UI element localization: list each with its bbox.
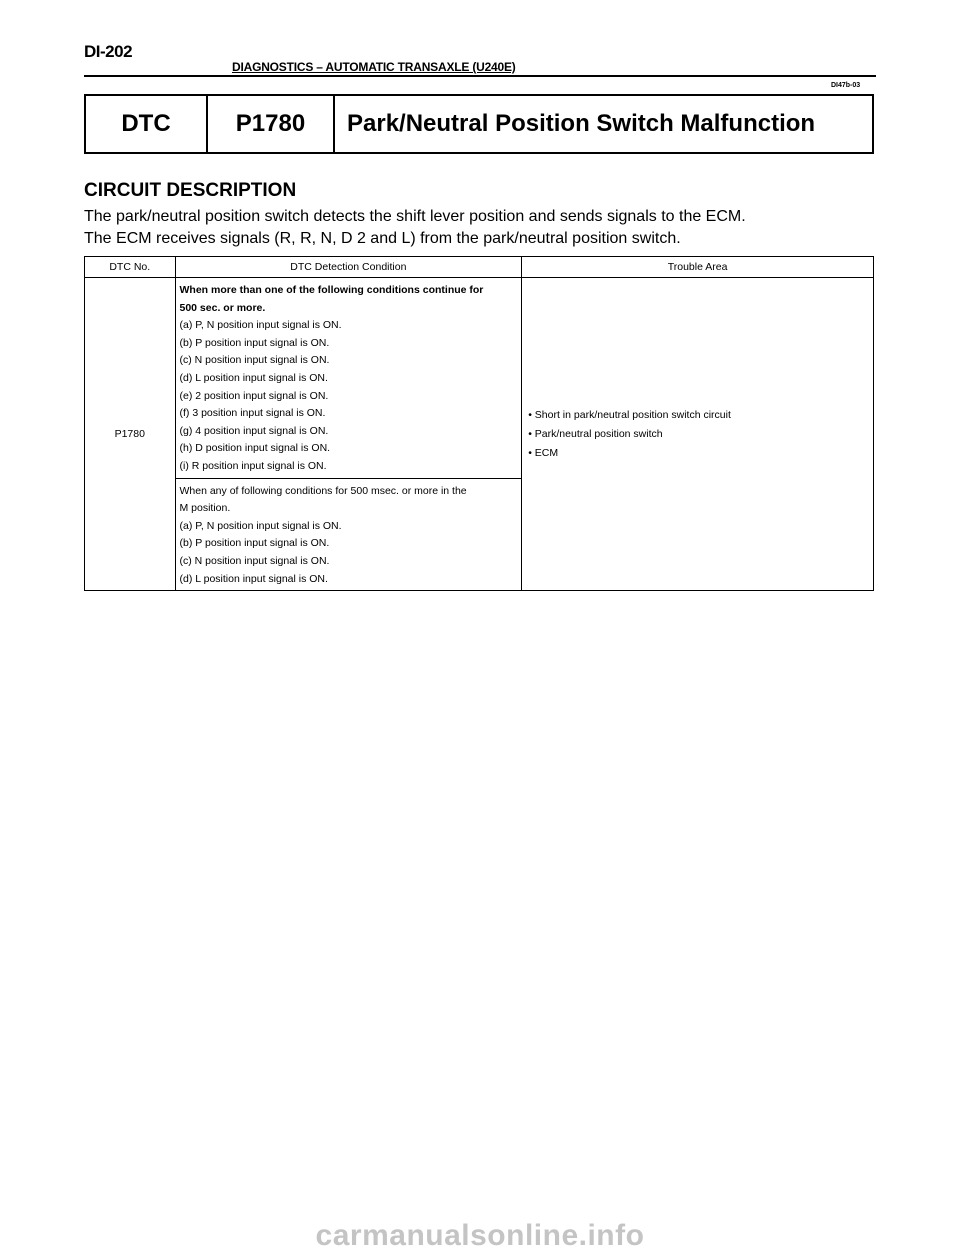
document-code: DI47b-03 bbox=[831, 82, 861, 89]
dtc-code: P1780 bbox=[208, 96, 335, 152]
header-trouble-area: Trouble Area bbox=[522, 257, 874, 278]
watermark: carmanualsonline.info bbox=[315, 1219, 645, 1252]
trouble-area-item: • Park/neutral position switch bbox=[528, 427, 663, 440]
header-divider bbox=[84, 75, 876, 77]
condition-cell-2 bbox=[175, 478, 522, 591]
condition-line: (i) R position input signal is ON. bbox=[179, 459, 327, 472]
dtc-title-box bbox=[84, 94, 874, 154]
page-number: DI-202 bbox=[84, 42, 133, 61]
section-title: DIAGNOSTICS – AUTOMATIC TRANSAXLE (U240E) bbox=[232, 60, 516, 74]
condition-line: (d) L position input signal is ON. bbox=[179, 371, 328, 384]
trouble-area-cell bbox=[522, 278, 874, 591]
condition-line: (g) 4 position input signal is ON. bbox=[179, 424, 329, 437]
condition-line: (a) P, N position input signal is ON. bbox=[179, 519, 342, 532]
condition-line: (c) N position input signal is ON. bbox=[179, 554, 330, 567]
trouble-area-item: • ECM bbox=[528, 446, 559, 459]
circuit-description-heading: CIRCUIT DESCRIPTION bbox=[84, 180, 297, 201]
dtc-label: DTC bbox=[86, 96, 208, 152]
condition-line: When any of following conditions for 500 msec. or more in the bbox=[179, 484, 467, 497]
condition-cell-1 bbox=[175, 278, 522, 479]
condition-line: (d) L position input signal is ON. bbox=[179, 572, 328, 585]
dtc-number-cell: P1780 bbox=[85, 278, 176, 591]
header-dtc-no: DTC No. bbox=[85, 257, 176, 278]
condition-line: M position. bbox=[179, 502, 231, 515]
condition-line: (c) N position input signal is ON. bbox=[179, 354, 330, 367]
table-row bbox=[85, 278, 874, 479]
condition-line: When more than one of the following conditions continue for bbox=[179, 284, 484, 296]
trouble-area-item: • Short in park/neutral position switch circuit bbox=[528, 408, 731, 421]
circuit-description-line: The park/neutral position switch detects the shift lever position and sends signals to the ECM. bbox=[84, 208, 746, 225]
dtc-detection-table bbox=[84, 256, 874, 591]
condition-line: (e) 2 position input signal is ON. bbox=[179, 389, 329, 402]
condition-line: (h) D position input signal is ON. bbox=[179, 442, 331, 455]
circuit-description-line: The ECM receives signals (R, R, N, D 2 and L) from the park/neutral position switch. bbox=[84, 230, 681, 247]
table-header-row bbox=[85, 257, 874, 278]
condition-line: (a) P, N position input signal is ON. bbox=[179, 319, 342, 332]
dtc-title: Park/Neutral Position Switch Malfunction bbox=[347, 110, 816, 137]
header-detection-condition: DTC Detection Condition bbox=[175, 257, 522, 278]
condition-line: 500 sec. or more. bbox=[179, 301, 266, 314]
condition-line: (f) 3 position input signal is ON. bbox=[179, 407, 326, 420]
condition-line: (b) P position input signal is ON. bbox=[179, 537, 330, 550]
condition-line: (b) P position input signal is ON. bbox=[179, 336, 330, 349]
